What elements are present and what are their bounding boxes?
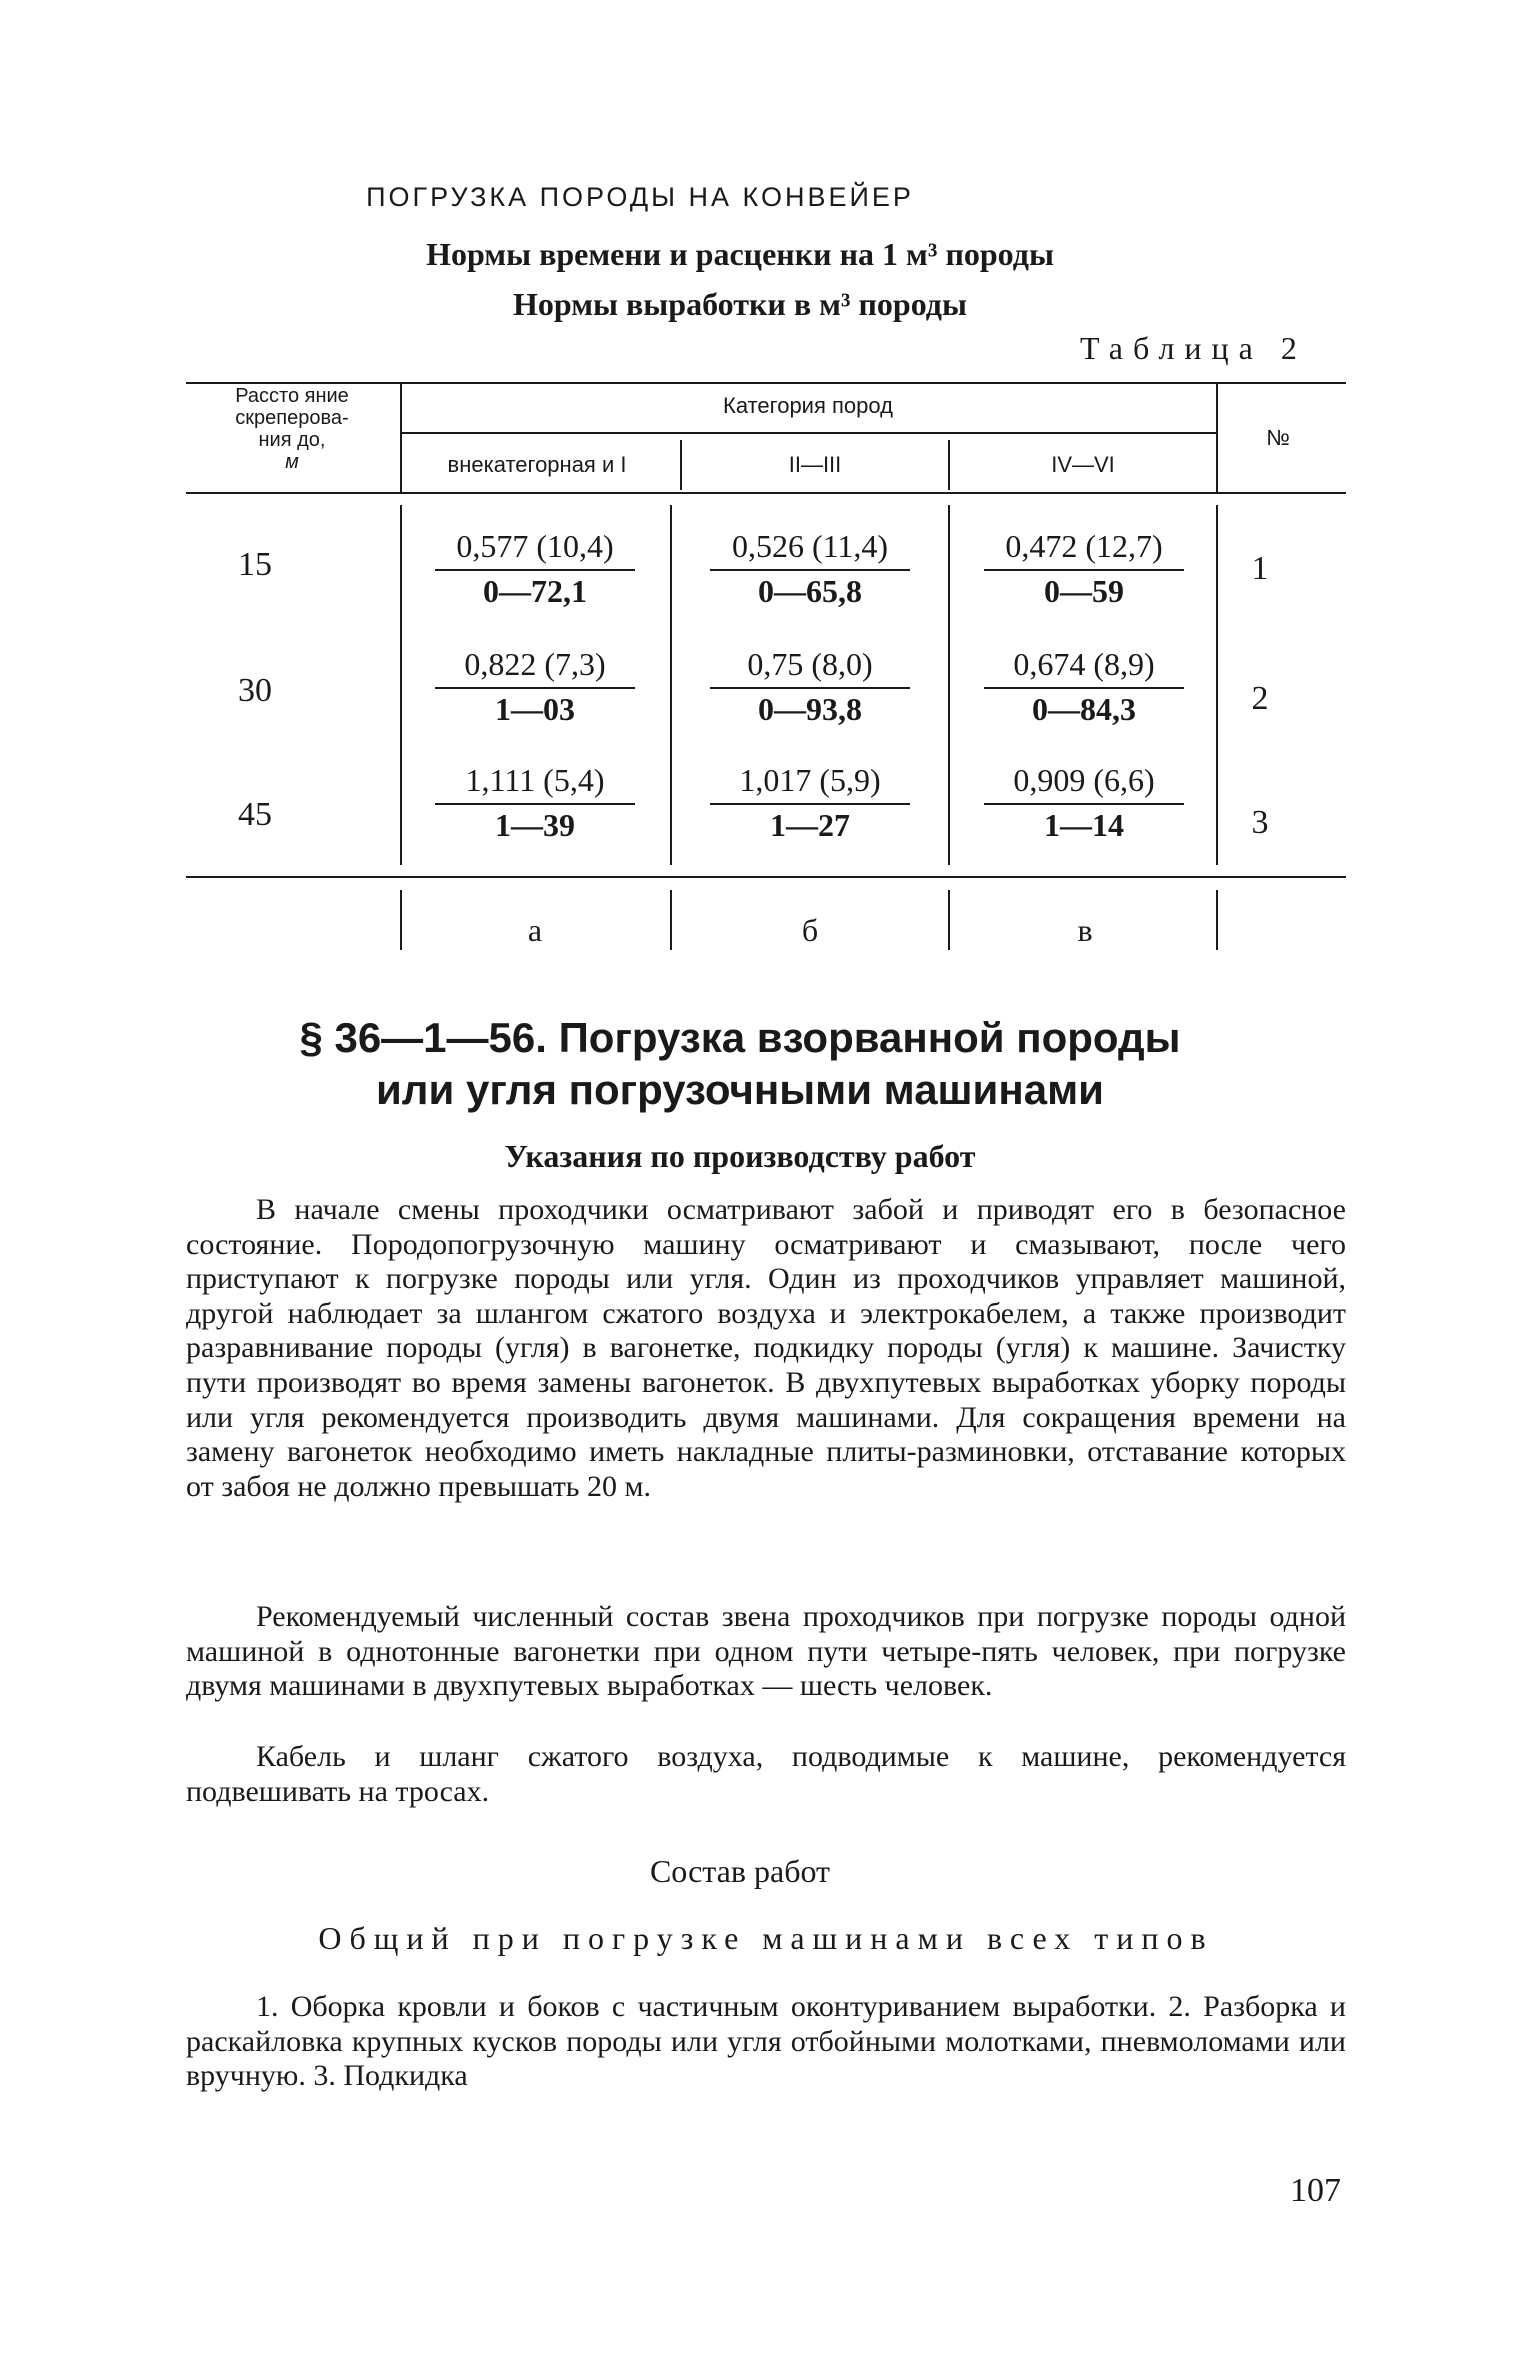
- header-subcol-2: II—III: [788, 452, 842, 477]
- table-cell: 0,822 (7,3) 1—03: [435, 646, 635, 728]
- table-cell: 0,526 (11,4) 0—65,8: [710, 528, 910, 610]
- row-distance: 45: [238, 796, 272, 833]
- column-letter: б: [801, 912, 819, 948]
- paragraph: В начале смены проходчики осматривают забой и приводят его в безопасное состояние. Породопогрузочную машину осматривают и смазывают, после чего приступают к погрузке породы или угля. Один из проходчиков управляет машиной, другой наблюдает за шлангом сжатого воздуха и электрокабелем, а также производит разравнивание породы (угля) в вагонетке, подкидку породы (угля) к машине. Зачистку пути производят во время замены вагонеток. В двухпутевых выработках уборку породы или угля рекомендуется производить двумя машинами. Для сокращения времени на замену вагонеток необходимо иметь накладные плиты-разминовки, отставание которых от забоя не должно превышать 20 м.: [186, 1193, 1346, 1503]
- col-divider: [1216, 505, 1218, 865]
- header-subcol-3: IV—VI: [1051, 452, 1115, 477]
- row-distance: 30: [238, 672, 272, 709]
- row-number: 3: [1251, 804, 1269, 841]
- table-cell: 0,674 (8,9) 0—84,3: [984, 646, 1184, 728]
- section-title: § 36—1—56. Погрузка взорванной породы или угля погрузочными машинами: [299, 1014, 1181, 1113]
- row-number: 2: [1251, 680, 1269, 717]
- general-heading: Общий при погрузке машинами всех типов: [318, 1920, 1214, 1956]
- table-top-rule: [186, 382, 1346, 384]
- composition-heading: Состав работ: [649, 1853, 831, 1889]
- col-divider: [400, 890, 402, 950]
- column-letter: в: [1077, 912, 1093, 948]
- col-divider: [1216, 890, 1218, 950]
- table-cell: 0,472 (12,7) 0—59: [984, 528, 1184, 610]
- col-divider: [948, 890, 950, 950]
- col-divider: [670, 505, 672, 865]
- paragraph: Кабель и шланг сжатого воздуха, подводимые к машине, рекомендуется подвешивать на тросах.: [186, 1740, 1346, 1808]
- header-number: №: [1266, 425, 1290, 450]
- header-category: Категория пород: [723, 393, 893, 418]
- table-label: Таблица 2: [1080, 330, 1307, 366]
- row-distance: 15: [238, 546, 272, 583]
- column-letter: а: [527, 912, 543, 948]
- col-divider: [670, 890, 672, 950]
- paragraph: Рекомендуемый численный состав звена проходчиков при погрузке породы одной машиной в однотонные вагонетки при одном пути четыре-пять человек, при погрузке двумя машинами в двухпутевых выработках — шесть человек.: [186, 1600, 1346, 1703]
- table-cell: 0,75 (8,0) 0—93,8: [710, 646, 910, 728]
- row-number: 1: [1251, 550, 1269, 587]
- category-under-rule: [400, 432, 1216, 434]
- table-cell: 0,577 (10,4) 0—72,1: [435, 528, 635, 610]
- col-divider: [400, 505, 402, 865]
- section-caps-heading: ПОГРУЗКА ПОРОДЫ НА КОНВЕЙЕР: [366, 182, 914, 212]
- norms-heading-line1: Нормы времени и расценки на 1 м³ породы: [426, 236, 1054, 272]
- paragraph: 1. Оборка кровли и боков с частичным оконтуриванием выработки. 2. Разборка и раскайловка крупных кусков породы или угля отбойными молотками, пневмоломами или вручную. 3. Подкидка: [186, 1990, 1346, 2093]
- page-number: 107: [1290, 2172, 1341, 2209]
- header-subcol-1: внекатегорная и I: [447, 452, 627, 477]
- header-distance: Рассто яние скреперова- ния до, м: [235, 385, 349, 473]
- table-cell: 1,017 (5,9) 1—27: [710, 762, 910, 844]
- table-cell: 1,111 (5,4) 1—39: [435, 762, 635, 844]
- col-divider: [948, 505, 950, 865]
- table-cell: 0,909 (6,6) 1—14: [984, 762, 1184, 844]
- instructions-heading: Указания по производству работ: [504, 1138, 976, 1174]
- table-bottom-rule: [186, 876, 1346, 878]
- norms-heading-line2: Нормы выработки в м³ породы: [513, 286, 967, 322]
- header-bottom-rule: [186, 492, 1346, 494]
